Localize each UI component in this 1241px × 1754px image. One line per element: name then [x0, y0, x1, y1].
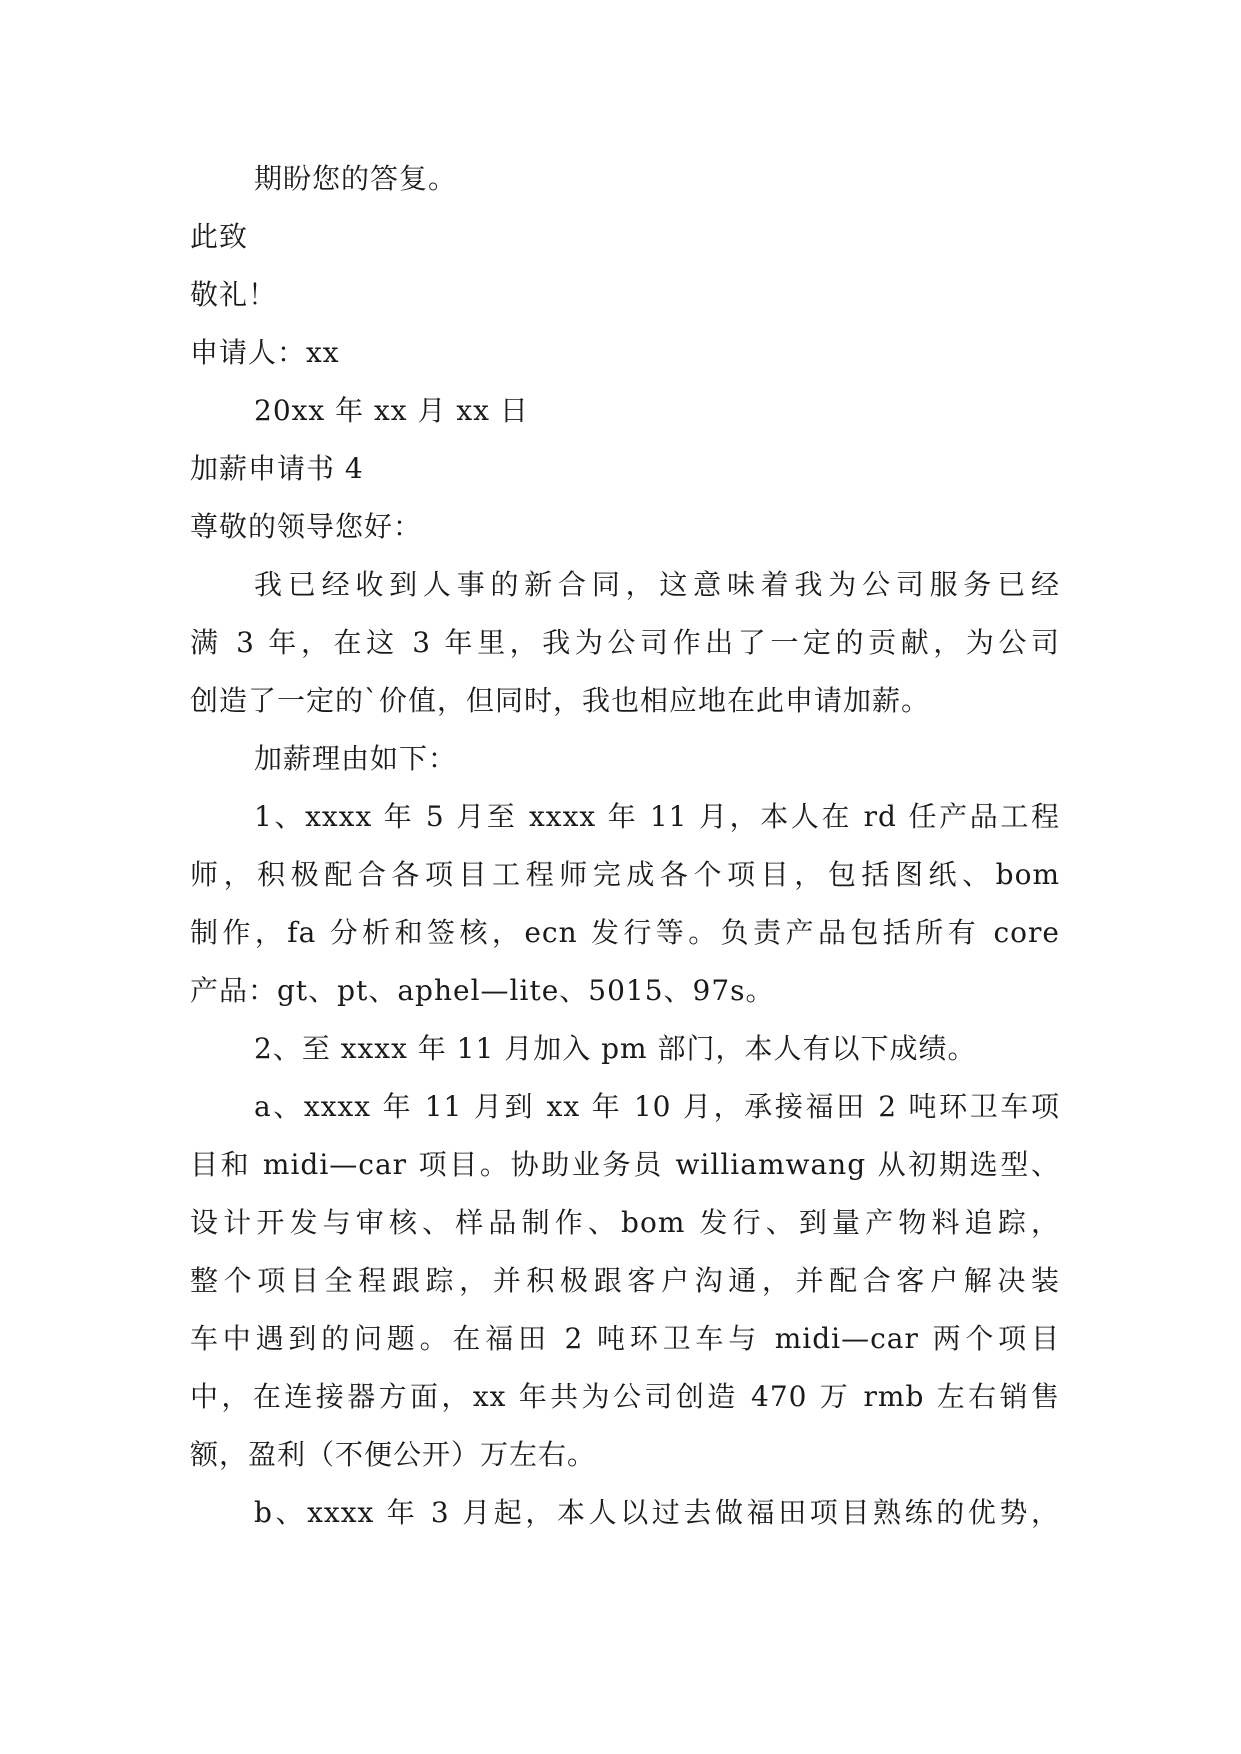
item1-line: 制作，fa 分析和签核，ecn 发行等。负责产品包括所有 core — [190, 916, 1060, 949]
item-a-line: 中，在连接器方面，xx 年共为公司创造 470 万 rmb 左右销售 — [190, 1380, 1060, 1413]
item1-line: 1、xxxx 年 5 月至 xxxx 年 11 月，本人在 rd 任产品工程 — [254, 800, 1060, 833]
item-a-line: 设计开发与审核、样品制作、bom 发行、到量产物料追踪， — [190, 1206, 1060, 1239]
item-a-line: a、xxxx 年 11 月到 xx 年 10 月，承接福田 2 吨环卫车项 — [254, 1090, 1060, 1123]
reasons-heading: 加薪理由如下： — [254, 742, 458, 775]
paragraph1-line: 创造了一定的`价值，但同时，我也相应地在此申请加薪。 — [190, 684, 931, 717]
item-a-line: 额，盈利（不便公开）万左右。 — [190, 1438, 597, 1471]
item-a-line: 整个项目全程跟踪，并积极跟客户沟通，并配合客户解决装 — [190, 1264, 1060, 1297]
item-a-line: 车中遇到的问题。在福田 2 吨环卫车与 midi—car 两个项目 — [190, 1322, 1060, 1355]
item1-line: 师，积极配合各项目工程师完成各个项目，包括图纸、bom — [190, 858, 1060, 891]
item-a-line: 目和 midi—car 项目。协助业务员 williamwang 从初期选型、 — [190, 1148, 1060, 1181]
item-b-line: b、xxxx 年 3 月起，本人以过去做福田项目熟练的优势， — [254, 1496, 1060, 1529]
applicant-line: 申请人：xx — [190, 336, 340, 369]
salutation-line: 尊敬的领导您好： — [190, 510, 423, 543]
paragraph1-line: 我已经收到人事的新合同，这意味着我为公司服务已经 — [254, 568, 1060, 601]
date-line: 20xx 年 xx 月 xx 日 — [254, 394, 529, 427]
item2-line: 2、至 xxxx 年 11 月加入 pm 部门，本人有以下成绩。 — [254, 1032, 977, 1065]
jing-li-line: 敬礼！ — [190, 278, 278, 311]
expect-reply-line: 期盼您的答复。 — [254, 162, 458, 195]
paragraph1-line: 满 3 年，在这 3 年里，我为公司作出了一定的贡献，为公司 — [190, 626, 1060, 659]
ci-zhi-line: 此致 — [190, 220, 249, 253]
item1-line: 产品：gt、pt、aphel—lite、5015、97s。 — [190, 974, 775, 1007]
section-title: 加薪申请书 4 — [190, 452, 364, 485]
document-body — [190, 150, 1060, 1542]
